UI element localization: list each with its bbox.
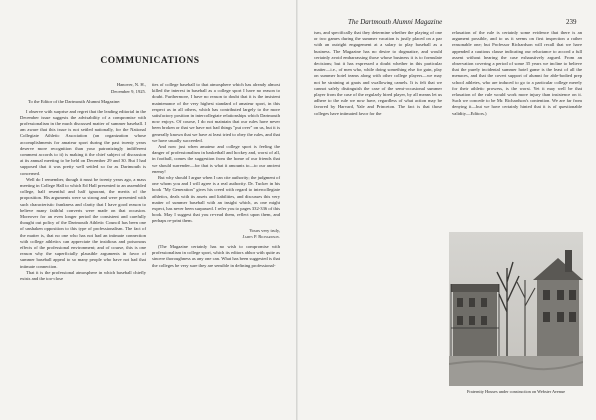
fraternity-houses-photo [449,232,583,386]
right-column-2 [452,30,582,117]
editor-note-conclusion: relaxation of the rule is certainly some evidence that there is an argument possible, and to us it seems on first inspection a rather reasonable one; but Professor Richardson will recall that we have appended a cautious clause indicating our reluctance to accord a full assent without hearing the case exhaustively argued. From an observation covering a period of some 35 years we incline to believe that the purely incidental summer hotel game is the least of all the menaces, and that the covert support of alumni for able-bodied prep school athletes, who are induced to go to a particular college merely for their athletic prowess, is the worst. Yet it may well be that relaxation of the rule would work more injury than insistence on it. Such we concede to be Mr. Richardson's contention. We are far from denying it—but we have certainly hinted that it is of questionable validity—Editors.) [452,30,582,116]
editor-note: (The Magazine certainly has no wish to compromise with professionalism in college sport, which its editors abhor with quite as sincere thoroughness as any one can. What has been suggested is that the colleges be very sure they are sensible in defining professional- [152,244,280,268]
letter-paragraph: That it is the professional atmosphere in which baseball chiefly exists and the too-close [20,269,146,282]
right-column-1 [314,30,442,117]
letter-closing: Yours very truly, [249,227,280,233]
photo-illustration [449,232,583,386]
letter-paragraph: Well do I remember, though it must be twenty years ago, a mass meeting in College Hall to which Ed Hall presented to an assembled college, half resentful and half ignorant, the merits of the proposition. His arguments were so strong and were presented with such characteristic frankness and clarity that I have good reason to believe many faithful converts were made on that occasion. Moreover for an even longer period the consistent and carefully thought out policy of the Dartmouth Athletic Council has been one of unshaken opposition to this type of professionalism. The fact of the matter is, that no one who has not had an intimate connection with college athletics can appreciate the insidious and poisonous effects of the professional environment; and of course, this is one reason why the superficially plausible arguments in favor of summer baseball appeal to so many people who have not had that intimate connection. [20,176,146,269]
letter-place: Hanover, N. H., [116,82,146,87]
section-title: COMMUNICATIONS [100,56,200,66]
page-number: 239 [566,18,577,26]
letter-paragraph: ties of college baseball to that atmosphere which has already almost killed the interest in baseball as a college sport I have no reason to doubt. Furthermore, I have no reason to doubt that it is the insistent maintenance of the very highest standard of amateur sport, in this respect as in all others, which has contributed largely to the more satisfactory position in intercollegiate relationships which Dartmouth now enjoys. Of course, I do not maintain that our rules have never been broken or that we have not had things "put over" on us, but it is generally known that we have at least tried to obey the rules, and that we have usually succeeded. [152,82,280,143]
letter-paragraph: I observe with surprise and regret that the leading editorial in the December issue suggests the advisability of a compromise with professionalism in the much discussed matter of summer baseball. I am aware that this issue is not settled nationally, for the National Collegiate Athletic Association (an organization whose accomplishments for amateur sport during the past twenty years deserve more recognition than your patronizingly indifferent comment accords to it) is making it the chief subject of discussion at its annual meeting to be held on December 29 and 30. But I had supposed that it was pretty well settled so far as Dartmouth is concerned. [20,108,146,176]
letter-paragraph: And now just when amateur and college sport is feeling the danger of professionalism in basketball and hockey and, worst of all, in football, comes the suggestion from the home of our friends that we should surrender—for that is what it amounts to—to our ancient enemy! [152,144,280,174]
letter-signature: James P. Richardson. [242,233,280,239]
letter-date: December 9, 1925. [111,89,146,95]
letter-salutation: To the Editor of the Dartmouth Alumni Magazine: [28,99,121,105]
editor-note-continued: ism, and specifically that they determine whether the playing of one or two games during the summer vacation is justly placed on a par with an outright engagement at a salary to play baseball as a business. The Magazine has no desire to dogmatize, and would certainly avoid embarrassing those whose business it is to formulate decisions; but it has expressed a doubt whether in this particular matter—i.e., of men who, while doing something else for gain, play on summer hotel teams along with other college players—we may not be straining at gnats and swallowing camels. It is felt that we cannot safely distinguish the case of the semi-occasional summer player from the case of the regularly hired player, by all means let us adhere to the rule we now have, regardless of what action may be favored by Harvard, Yale and Princeton. The fact is that those colleges have intimated favor for the [314,30,442,116]
left-column-2 [152,82,280,269]
photo-caption: Fraternity Houses under construction on Webster Avenue [466,389,566,394]
left-column-1 [20,82,146,282]
running-title: The Dartmouth Alumni Magazine [348,18,443,26]
letter-paragraph: But why should I argue when I can cite authority; the judgment of one whom you and I will agree is a real authority. Dr. Tucker in his book "My Generation" gives his creed with regard to intercollegiate athletics, deals with its assets and liabilities, and discusses this very matter of summer baseball with an insight which, as one might expect, has never been surpassed. I refer you to pages 332-336 of this book. May I suggest that you re-read them, reflect upon them, and perhaps re-print them. [152,175,280,224]
